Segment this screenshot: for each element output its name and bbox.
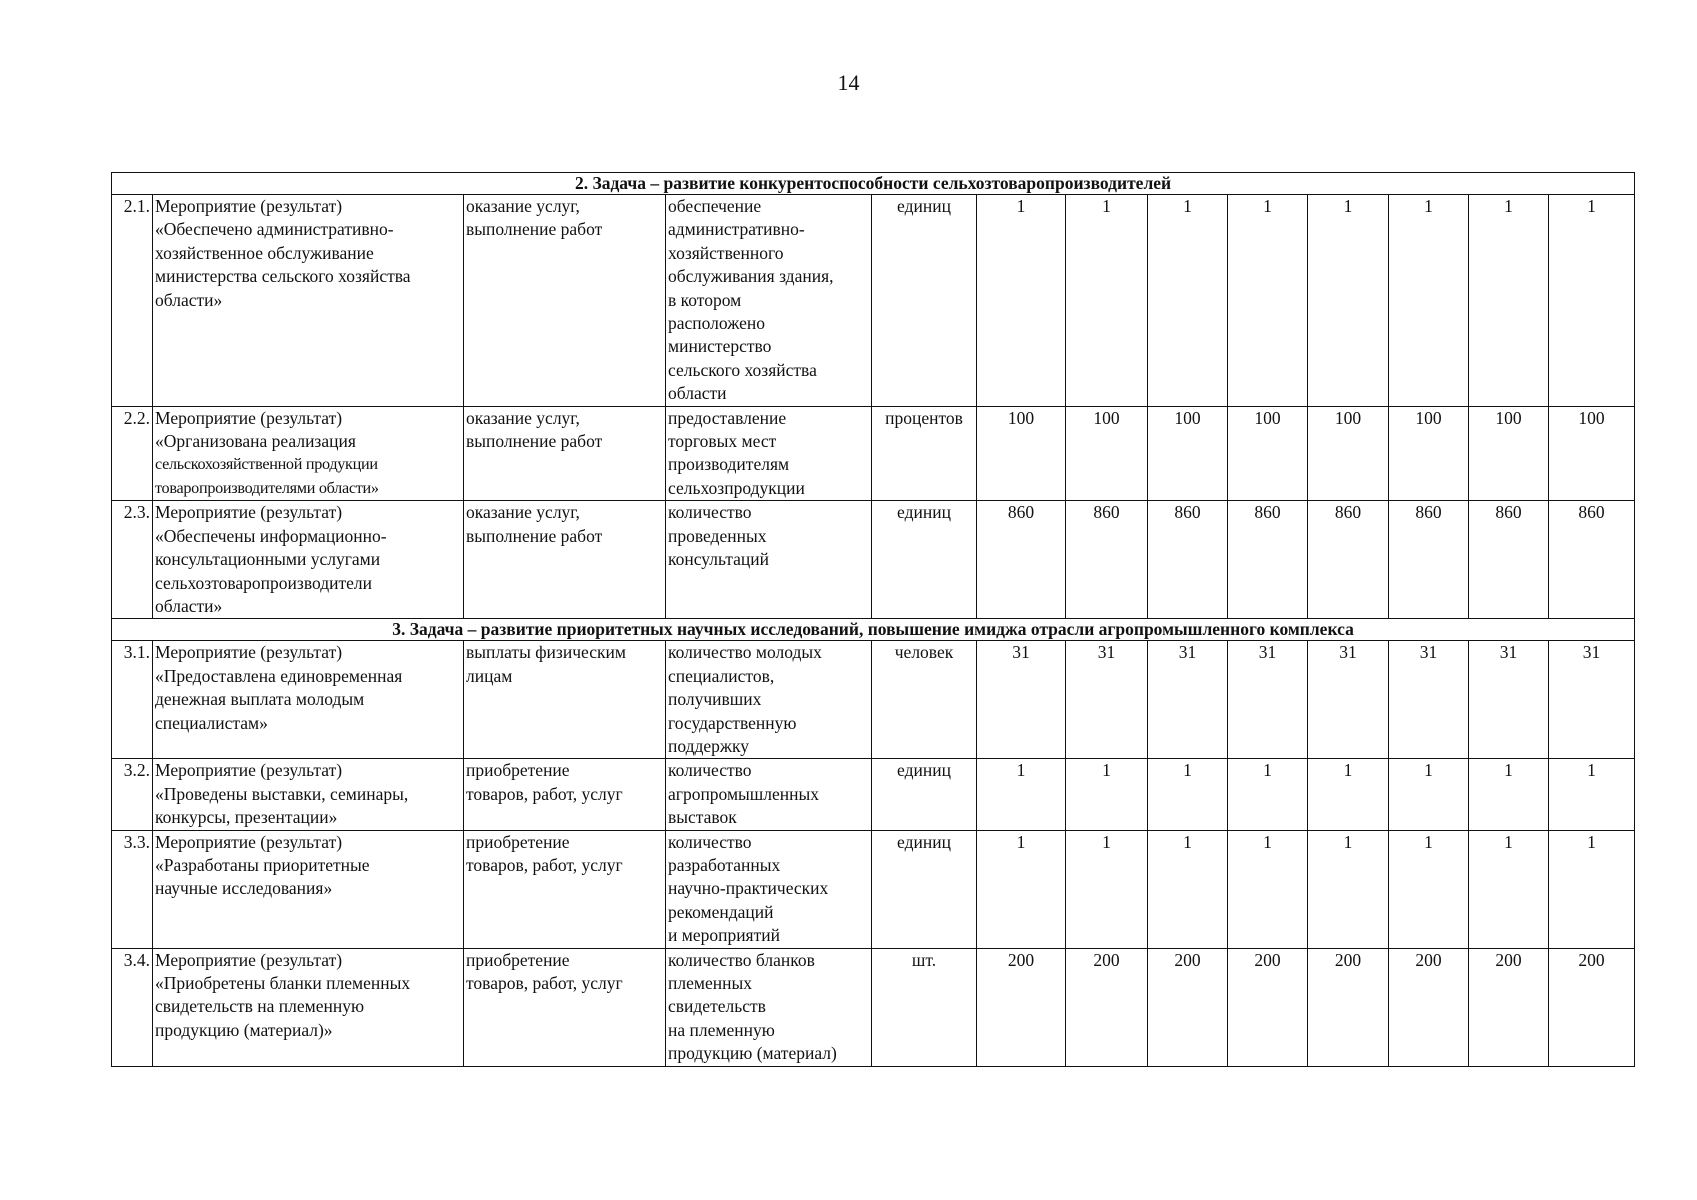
- value-cell: 1: [1066, 195, 1148, 407]
- cell-text-line: Мероприятие (результат): [155, 196, 343, 216]
- value-cell: 31: [1389, 641, 1469, 759]
- event-type: [464, 195, 666, 407]
- cell-text-line: «Разработаны приоритетные: [155, 854, 370, 875]
- cell-text-line: обеспечение: [668, 196, 762, 216]
- table-row: [112, 948, 1635, 1066]
- value-cell: 1: [1228, 830, 1308, 948]
- value-cell: 1: [1469, 830, 1549, 948]
- cell-text-line: проведенных: [668, 525, 767, 546]
- value-cell: 1: [1308, 830, 1389, 948]
- event-description: [153, 759, 464, 830]
- value-cell: 200: [1066, 948, 1148, 1066]
- cell-text-line: количество: [668, 831, 752, 852]
- page-number: 14: [837, 70, 860, 95]
- row-number: 2.2.: [112, 406, 153, 501]
- value-cell: 31: [1066, 641, 1148, 759]
- cell-text-line: научные исследования»: [155, 878, 333, 899]
- cell-text-line: сельскохозяйственной продукции: [155, 455, 378, 474]
- indicator-name: [666, 406, 872, 501]
- value-cell: 100: [1308, 406, 1389, 501]
- event-description: [153, 641, 464, 759]
- unit-of-measure: единиц: [872, 759, 977, 830]
- value-cell: 1: [1228, 759, 1308, 830]
- value-cell: 1: [1549, 830, 1635, 948]
- value-cell: 1: [1308, 759, 1389, 830]
- cell-text-line: сельхозтоваропроизводители: [155, 572, 372, 593]
- cell-text-line: консультационными услугами: [155, 549, 381, 570]
- event-type: [464, 501, 666, 619]
- row-number: 3.1.: [112, 641, 153, 759]
- task-header-row: [112, 619, 1635, 641]
- cell-text-line: разработанных: [668, 854, 781, 875]
- value-cell: 100: [977, 406, 1066, 501]
- cell-text-line: Мероприятие (результат): [155, 949, 343, 970]
- value-cell: 1: [1148, 759, 1228, 830]
- cell-text-line: области: [668, 383, 727, 404]
- cell-text-line: конкурсы, презентации»: [155, 807, 338, 828]
- cell-text-line: племенных: [668, 973, 752, 993]
- indicator-name: [666, 759, 872, 830]
- cell-text-line: сельхозпродукции: [668, 477, 805, 498]
- indicator-name: [666, 948, 872, 1066]
- cell-text-line: оказание услуг,: [466, 502, 580, 523]
- value-cell: 200: [1389, 948, 1469, 1066]
- cell-text-line: «Предоставлена единовременная: [155, 665, 403, 686]
- value-cell: 31: [1549, 641, 1635, 759]
- value-cell: 200: [1308, 948, 1389, 1066]
- row-number: 2.3.: [112, 501, 153, 619]
- cell-text-line: агропромышленных: [668, 783, 820, 804]
- table-row: [112, 641, 1635, 759]
- cell-text-line: продукцию (материал): [668, 1043, 837, 1064]
- unit-of-measure: единиц: [872, 501, 977, 619]
- value-cell: 1: [1469, 759, 1549, 830]
- unit-of-measure: шт.: [872, 948, 977, 1066]
- cell-text-line: производителям: [668, 454, 790, 475]
- cell-text-line: на племенную: [668, 1019, 775, 1040]
- indicator-name: [666, 641, 872, 759]
- cell-text-line: Мероприятие (результат): [155, 760, 343, 781]
- cell-text-line: приобретение: [466, 949, 570, 970]
- cell-text-line: выставок: [668, 807, 737, 828]
- cell-text-line: государственную: [668, 712, 797, 733]
- indicator-name: [666, 830, 872, 948]
- event-description: [153, 948, 464, 1066]
- cell-text-line: обслуживания здания,: [668, 266, 834, 287]
- value-cell: 1: [1228, 195, 1308, 407]
- cell-text-line: товаропроизводителями области»: [155, 478, 379, 497]
- event-description: [153, 195, 464, 407]
- cell-text-line: «Проведены выставки, семинары,: [155, 783, 409, 804]
- cell-text-line: выплаты физическим: [466, 642, 626, 663]
- row-number: 3.3.: [112, 830, 153, 948]
- event-type: [464, 641, 666, 759]
- event-description: [153, 830, 464, 948]
- value-cell: 860: [1308, 501, 1389, 619]
- cell-text-line: научно-практических: [668, 878, 829, 899]
- cell-text-line: специалистам»: [155, 712, 268, 733]
- cell-text-line: получивших: [668, 689, 762, 710]
- value-cell: 1: [1066, 830, 1148, 948]
- cell-text-line: министерство: [668, 336, 772, 357]
- value-cell: 1: [977, 759, 1066, 830]
- value-cell: 100: [1389, 406, 1469, 501]
- row-number: 3.4.: [112, 948, 153, 1066]
- value-cell: 31: [977, 641, 1066, 759]
- cell-text-line: «Приобретены бланки племенных: [155, 973, 411, 993]
- value-cell: 31: [1148, 641, 1228, 759]
- value-cell: 860: [1469, 501, 1549, 619]
- cell-text-line: «Организована реализация: [155, 431, 356, 452]
- value-cell: 860: [977, 501, 1066, 619]
- value-cell: 100: [1228, 406, 1308, 501]
- cell-text-line: выполнение работ: [466, 219, 603, 240]
- value-cell: 1: [1148, 195, 1228, 407]
- value-cell: 1: [1389, 759, 1469, 830]
- cell-text-line: хозяйственное обслуживание: [155, 242, 374, 263]
- cell-text-line: оказание услуг,: [466, 196, 580, 216]
- cell-text-line: рекомендаций: [668, 901, 774, 922]
- table-row: [112, 501, 1635, 619]
- value-cell: 31: [1228, 641, 1308, 759]
- task-header-row: [112, 173, 1635, 195]
- cell-text-line: торговых мест: [668, 431, 777, 452]
- cell-text-line: расположено: [668, 313, 765, 334]
- cell-text-line: консультаций: [668, 549, 770, 570]
- cell-text-line: предоставление: [668, 407, 787, 428]
- value-cell: 100: [1148, 406, 1228, 501]
- event-type: [464, 830, 666, 948]
- unit-of-measure: единиц: [872, 195, 977, 407]
- unit-of-measure: единиц: [872, 830, 977, 948]
- table-row: [112, 195, 1635, 407]
- value-cell: 100: [1066, 406, 1148, 501]
- cell-text-line: товаров, работ, услуг: [466, 973, 623, 993]
- activities-table: [111, 172, 1635, 1067]
- cell-text-line: количество: [668, 502, 752, 523]
- event-description: [153, 501, 464, 619]
- value-cell: 860: [1549, 501, 1635, 619]
- table-row: [112, 830, 1635, 948]
- value-cell: 200: [1469, 948, 1549, 1066]
- cell-text-line: и мероприятий: [668, 925, 780, 946]
- table-row: [112, 406, 1635, 501]
- cell-text-line: «Обеспечены информационно-: [155, 525, 387, 546]
- value-cell: 1: [977, 195, 1066, 407]
- cell-text-line: «Обеспечено административно-: [155, 219, 394, 240]
- cell-text-line: товаров, работ, услуг: [466, 783, 623, 804]
- cell-text-line: сельского хозяйства: [668, 359, 817, 380]
- cell-text-line: Мероприятие (результат): [155, 642, 343, 663]
- value-cell: 31: [1308, 641, 1389, 759]
- cell-text-line: министерства сельского хозяйства: [155, 266, 411, 287]
- event-type: [464, 406, 666, 501]
- value-cell: 100: [1549, 406, 1635, 501]
- cell-text-line: области»: [155, 595, 223, 616]
- row-number: 2.1.: [112, 195, 153, 407]
- cell-text-line: количество: [668, 760, 752, 781]
- cell-text-line: приобретение: [466, 831, 570, 852]
- cell-text-line: свидетельств на племенную: [155, 996, 365, 1017]
- value-cell: 860: [1228, 501, 1308, 619]
- table-body: [112, 173, 1635, 1067]
- cell-text-line: в котором: [668, 289, 742, 310]
- value-cell: 200: [1549, 948, 1635, 1066]
- task-header: 2. Задача – развитие конкурентоспособности сельхозтоваропроизводителей: [112, 173, 1635, 195]
- table-row: [112, 759, 1635, 830]
- cell-text-line: выполнение работ: [466, 431, 603, 452]
- value-cell: 1: [1148, 830, 1228, 948]
- value-cell: 1: [977, 830, 1066, 948]
- task-header: 3. Задача – развитие приоритетных научных исследований, повышение имиджа отрасли агропромышленного комплекса: [112, 619, 1635, 641]
- indicator-name: [666, 195, 872, 407]
- unit-of-measure: процентов: [872, 406, 977, 501]
- value-cell: 1: [1549, 759, 1635, 830]
- cell-text-line: поддержку: [668, 735, 750, 756]
- cell-text-line: количество бланков: [668, 949, 815, 970]
- value-cell: 200: [977, 948, 1066, 1066]
- value-cell: 100: [1469, 406, 1549, 501]
- cell-text-line: выполнение работ: [466, 525, 603, 546]
- cell-text-line: хозяйственного: [668, 242, 784, 263]
- cell-text-line: Мероприятие (результат): [155, 502, 343, 523]
- value-cell: 1: [1389, 830, 1469, 948]
- value-cell: 860: [1148, 501, 1228, 619]
- indicator-name: [666, 501, 872, 619]
- row-number: 3.2.: [112, 759, 153, 830]
- cell-text-line: области»: [155, 289, 223, 310]
- cell-text-line: оказание услуг,: [466, 407, 580, 428]
- value-cell: 1: [1308, 195, 1389, 407]
- cell-text-line: денежная выплата молодым: [155, 689, 365, 710]
- value-cell: 1: [1549, 195, 1635, 407]
- event-type: [464, 948, 666, 1066]
- cell-text-line: административно-: [668, 219, 805, 240]
- event-description: [153, 406, 464, 501]
- event-type: [464, 759, 666, 830]
- value-cell: 31: [1469, 641, 1549, 759]
- unit-of-measure: человек: [872, 641, 977, 759]
- cell-text-line: приобретение: [466, 760, 570, 781]
- value-cell: 200: [1148, 948, 1228, 1066]
- cell-text-line: Мероприятие (результат): [155, 407, 343, 428]
- value-cell: 860: [1066, 501, 1148, 619]
- cell-text-line: лицам: [466, 665, 513, 686]
- cell-text-line: товаров, работ, услуг: [466, 854, 623, 875]
- cell-text-line: продукцию (материал)»: [155, 1019, 333, 1040]
- cell-text-line: Мероприятие (результат): [155, 831, 343, 852]
- value-cell: 200: [1228, 948, 1308, 1066]
- value-cell: 1: [1469, 195, 1549, 407]
- cell-text-line: специалистов,: [668, 665, 775, 686]
- value-cell: 1: [1389, 195, 1469, 407]
- cell-text-line: количество молодых: [668, 642, 822, 663]
- cell-text-line: свидетельств: [668, 996, 766, 1017]
- value-cell: 860: [1389, 501, 1469, 619]
- value-cell: 1: [1066, 759, 1148, 830]
